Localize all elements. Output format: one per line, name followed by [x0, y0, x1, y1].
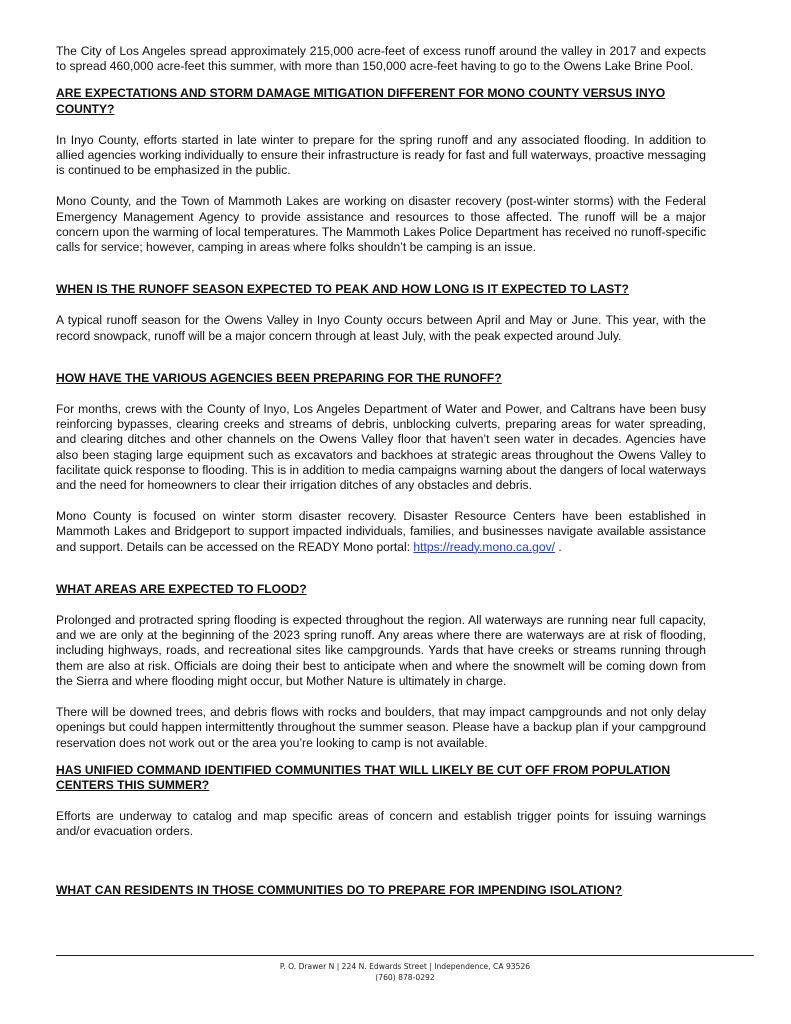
- flood-areas-paragraph: Prolonged and protracted spring flooding is expected throughout the region. All waterways are running near full capacity, and we are only at the beginning of the 2023 spring runoff. Any areas where there are waterways are at risk of flooding, including highways, roads, and recreational sites like campgrounds. Yards that have creeks or streams running through them are also at risk. Officials are doing their best to anticipate when and where the snowmelt will be coming down from the Sierra and where flooding might occur, but Mother Nature is ultimately in charge.: [56, 613, 706, 688]
- heading-flood-areas: WHAT AREAS ARE EXPECTED TO FLOOD?: [56, 581, 307, 596]
- mono-recovery-text: Mono County is focused on winter storm disaster recovery. Disaster Resource Centers have been established in Mammoth Lakes and Bridgeport to support impacted individuals, families, and businesses navigate available assistance and support. Details can be accessed on the READY Mono portal:: [56, 509, 706, 554]
- footer-address: P. O. Drawer N | 224 N. Edwards Street | Independence, CA 93526: [279, 962, 531, 971]
- footer-phone: (760) 878-0292: [375, 973, 435, 982]
- heading-agency-preparation: HOW HAVE THE VARIOUS AGENCIES BEEN PREPARING FOR THE RUNOFF?: [56, 370, 502, 385]
- footer-divider: [56, 955, 754, 956]
- mono-paragraph: Mono County, and the Town of Mammoth Lakes are working on disaster recovery (post-winter storms) with the Federal Emergency Management Agency to provide assistance and resources to those affected. The runoff will be a major concern upon the warming of local temperatures. The Mammoth Lakes Police Department has received no runoff-specific calls for service; however, camping in areas where folks shouldn’t be camping is an issue.: [56, 194, 706, 255]
- heading-runoff-peak: WHEN IS THE RUNOFF SEASON EXPECTED TO PEAK AND HOW LONG IS IT EXPECTED TO LAST?: [56, 282, 629, 297]
- heading-mono-vs-inyo: ARE EXPECTATIONS AND STORM DAMAGE MITIGATION DIFFERENT FOR MONO COUNTY VERSUS INYO COUNTY?: [56, 86, 666, 116]
- heading-cut-off-communities: HAS UNIFIED COMMAND IDENTIFIED COMMUNITIES THAT WILL LIKELY BE CUT OFF FROM POPULATION CENTERS THIS SUMMER?: [56, 762, 671, 792]
- mono-recovery-paragraph: [56, 509, 706, 555]
- document-body: [56, 44, 706, 898]
- inyo-paragraph: In Inyo County, efforts started in late winter to prepare for the spring runoff and any associated flooding. In addition to allied agencies working individually to ensure their infrastructure is ready for fast and full waterways, proactive messaging is continued to be emphasized in the public.: [56, 132, 706, 178]
- agency-preparation-paragraph: For months, crews with the County of Inyo, Los Angeles Department of Water and Power, and Caltrans have been busy reinforcing bypasses, clearing creeks and streams of debris, unblocking culverts, preparing areas for water spreading, and clearing ditches and other channels on the Owens Valley floor that haven’t seen water in decades. Agencies have also been staging large equipment such as excavators and backhoes at strategic areas throughout the Owens Valley to facilitate quick response to flooding. This is in addition to media campaigns warning about the dangers of local waterways and the need for homeowners to clear their irrigation ditches of any obstacles and debris.: [56, 402, 706, 493]
- ready-mono-portal-link[interactable]: https://ready.mono.ca.gov/: [413, 539, 556, 554]
- intro-paragraph: The City of Los Angeles spread approximately 215,000 acre-feet of excess runoff around the valley in 2017 and expects to spread 460,000 acre-feet this summer, with more than 150,000 acre-feet having to go to the Owens Lake Brine Pool.: [56, 44, 706, 74]
- heading-residents-isolation: WHAT CAN RESIDENTS IN THOSE COMMUNITIES DO TO PREPARE FOR IMPENDING ISOLATION?: [56, 882, 623, 897]
- mono-recovery-tail: .: [555, 539, 562, 554]
- cut-off-paragraph: Efforts are underway to catalog and map specific areas of concern and establish trigger points for issuing warnings and/or evacuation orders.: [56, 809, 706, 839]
- footer: [56, 961, 754, 983]
- runoff-peak-paragraph: A typical runoff season for the Owens Valley in Inyo County occurs between April and May or June. This year, with the record snowpack, runoff will be a major concern through at least July, with the peak expected around July.: [56, 313, 706, 343]
- debris-paragraph: There will be downed trees, and debris flows with rocks and boulders, that may impact campgrounds and not only delay openings but could happen intermittently throughout the summer season. Please have a backup plan if your campground reservation does not work out or the area you’re looking to camp is not available.: [56, 705, 706, 750]
